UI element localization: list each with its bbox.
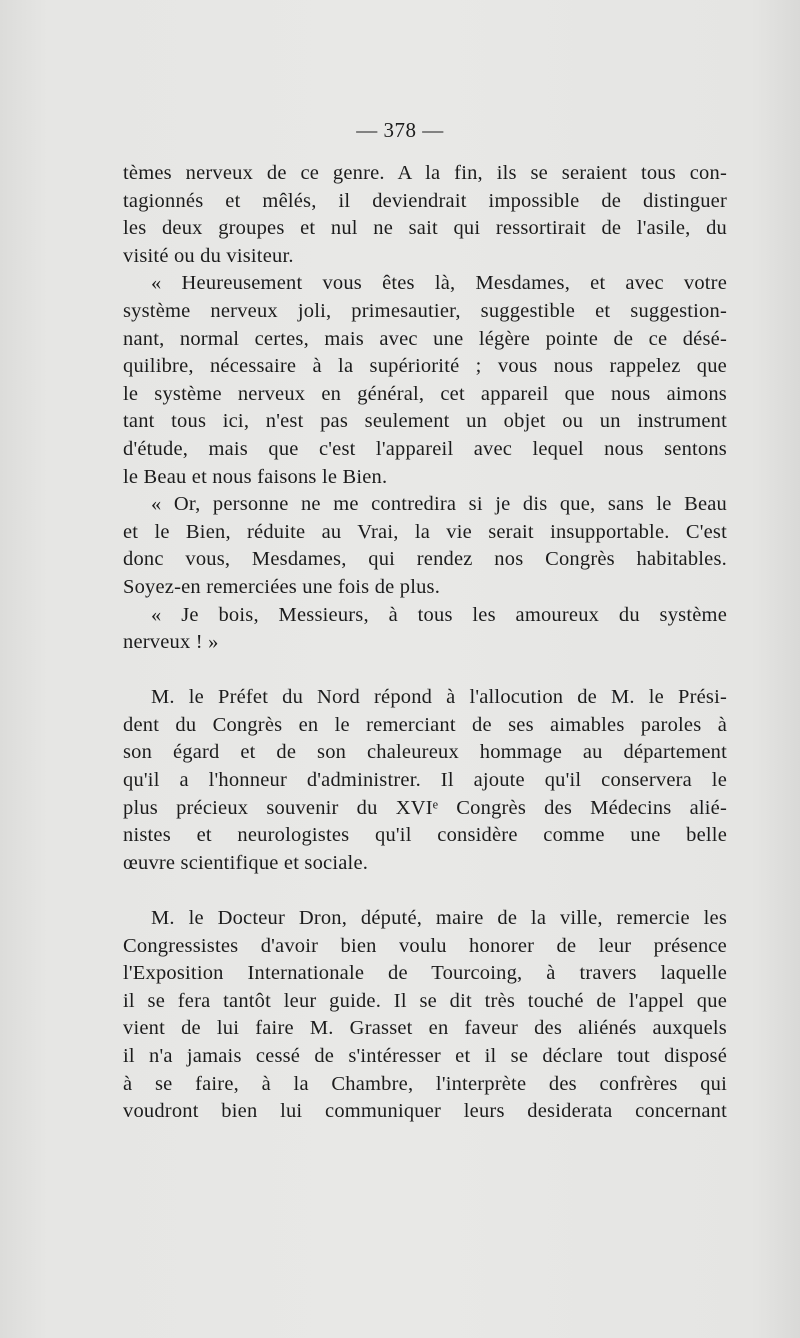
text-line: M. le Préfet du Nord répond à l'allocution de M. le Prési- <box>151 686 727 709</box>
text-line: le Beau et nous faisons le Bien. <box>123 465 388 488</box>
text-line: M. le Docteur Dron, député, maire de la ville, remercie les <box>151 907 727 930</box>
text-line: quilibre, nécessaire à la supériorité ; vous nous rappelez que <box>123 355 727 378</box>
text-line: système nerveux joli, primesautier, suggestible et suggestion- <box>123 299 727 322</box>
text-line: voudront bien lui communiquer leurs desiderata concernant <box>123 1100 727 1123</box>
text-line: tant tous ici, n'est pas seulement un objet ou un instrument <box>123 410 727 433</box>
text-line: dent du Congrès en le remerciant de ses aimables paroles à <box>123 713 727 736</box>
text-line: il se fera tantôt leur guide. Il se dit très touché de l'appel que <box>123 989 727 1012</box>
text-line: « Heureusement vous êtes là, Mesdames, et avec votre <box>151 272 727 295</box>
text-line: vient de lui faire M. Grasset en faveur des aliénés auxquels <box>123 1017 727 1040</box>
text-line: qu'il a l'honneur d'administrer. Il ajoute qu'il conservera le <box>123 769 727 792</box>
text-line: Soyez-en remerciées une fois de plus. <box>123 575 441 598</box>
text-line: il n'a jamais cessé de s'intéresser et il se déclare tout disposé <box>123 1045 727 1067</box>
paragraph-gap <box>123 657 727 685</box>
body-text <box>123 160 727 1126</box>
text-line: les deux groupes et nul ne sait qui ressortirait de l'asile, du <box>123 217 727 240</box>
text-line: œuvre scientifique et sociale. <box>123 851 369 874</box>
text-line: visité ou du visiteur. <box>123 244 294 267</box>
text-line: à se faire, à la Chambre, l'interprète des confrères qui <box>123 1072 727 1095</box>
text-line: tagionnés et mêlés, il deviendrait impossible de distinguer <box>123 189 727 212</box>
text-line: plus précieux souvenir du XVIᵉ Congrès des Médecins alié- <box>123 796 727 819</box>
text-line: nistes et neurologistes qu'il considère comme une belle <box>123 824 727 847</box>
paragraph-gap <box>123 877 727 905</box>
text-line: « Or, personne ne me contredira si je dis que, sans le Beau <box>151 493 727 516</box>
text-line: nerveux ! » <box>123 631 219 654</box>
text-line: tèmes nerveux de ce genre. A la fin, ils se seraient tous con- <box>123 162 727 184</box>
text-line: le système nerveux en général, cet appareil que nous aimons <box>123 382 727 405</box>
text-line: et le Bien, réduite au Vrai, la vie serait insupportable. C'est <box>123 520 727 543</box>
text-line: d'étude, mais que c'est l'appareil avec lequel nous sentons <box>123 437 727 460</box>
text-line: son égard et de son chaleureux hommage au département <box>123 741 727 764</box>
page-number: — 378 — <box>356 118 444 142</box>
text-line: Congressistes d'avoir bien voulu honorer de leur présence <box>123 934 727 957</box>
text-line: nant, normal certes, mais avec une légère pointe de ce désé- <box>123 327 727 350</box>
text-line: l'Exposition Internationale de Tourcoing, à travers laquelle <box>123 962 727 985</box>
text-line: donc vous, Mesdames, qui rendez nos Congrès habitables. <box>123 548 727 571</box>
text-line: « Je bois, Messieurs, à tous les amoureux du système <box>151 603 727 626</box>
